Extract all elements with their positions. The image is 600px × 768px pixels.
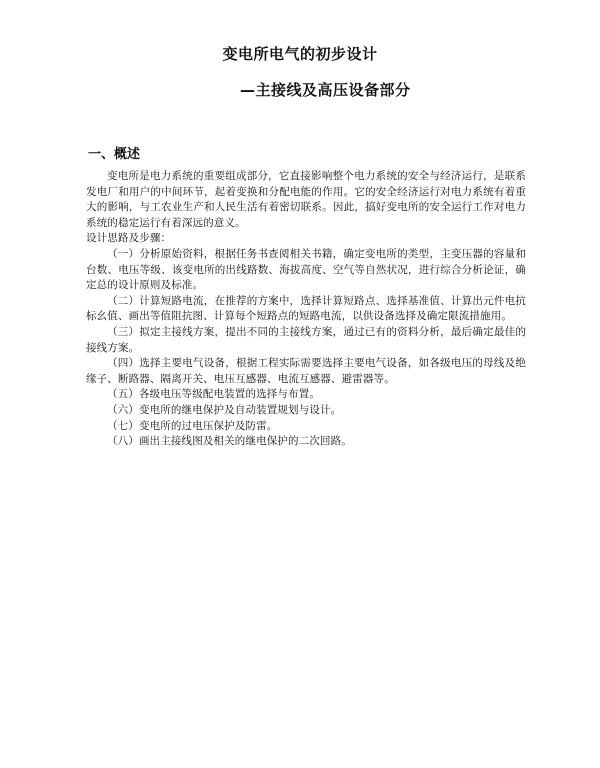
section-body [86,169,526,450]
section-heading-overview: 一、概述 [88,147,141,162]
step-item: （一）分析原始资料，根据任务书查阅相关书籍，确定变电所的类型，主变压器的容量和台数、电压等级、该变电所的出线路数、海拔高度、空气等自然状况，进行综合分析论证，确定总的设计原则及标准。 [86,247,526,292]
step-item: （七）变电所的过电压保护及防雷。 [107,419,278,432]
step-item: （三）拟定主接线方案，提出不同的主接线方案，通过已有的资料分析，最后确定最佳的接线方案。 [86,325,526,354]
intro-paragraph: 变电所是电力系统的重要组成部分，它直接影响整个电力系统的安全与经济运行，是联系发电厂和用户的中间环节，起着变换和分配电能的作用。它的安全经济运行对电力系统有着重大的影响，与工农业生产和人民生活有着密切联系。因此，搞好变电所的安全运行工作对电力系统的稳定运行有着深远的意义。 [86,170,526,229]
step-item: （四）选择主要电气设备，根据工程实际需要选择主要电气设备，如各级电压的母线及绝缘子、断路器、隔离开关、电压互感器、电流互感器、避雷器等。 [86,357,526,385]
step-item: （八）画出主接线图及相关的继电保护的二次回路。 [107,435,352,448]
document-subtitle: —主接线及高压设备部分 [240,81,411,99]
steps-label: 设计思路及步骤： [86,232,172,245]
step-item: （六）变电所的继电保护及自动装置规划与设计。 [107,403,342,416]
document-title: 变电所电气的初步设计 [222,45,378,63]
step-item: （五）各级电压等级配电装置的选择与布置。 [107,388,320,401]
step-item: （二）计算短路电流，在推荐的方案中，选择计算短路点、选择基准值、计算出元件电抗标幺值、画出等值阻抗图、计算每个短路点的短路电流，以供设备选择及确定限流措施用。 [86,294,526,323]
